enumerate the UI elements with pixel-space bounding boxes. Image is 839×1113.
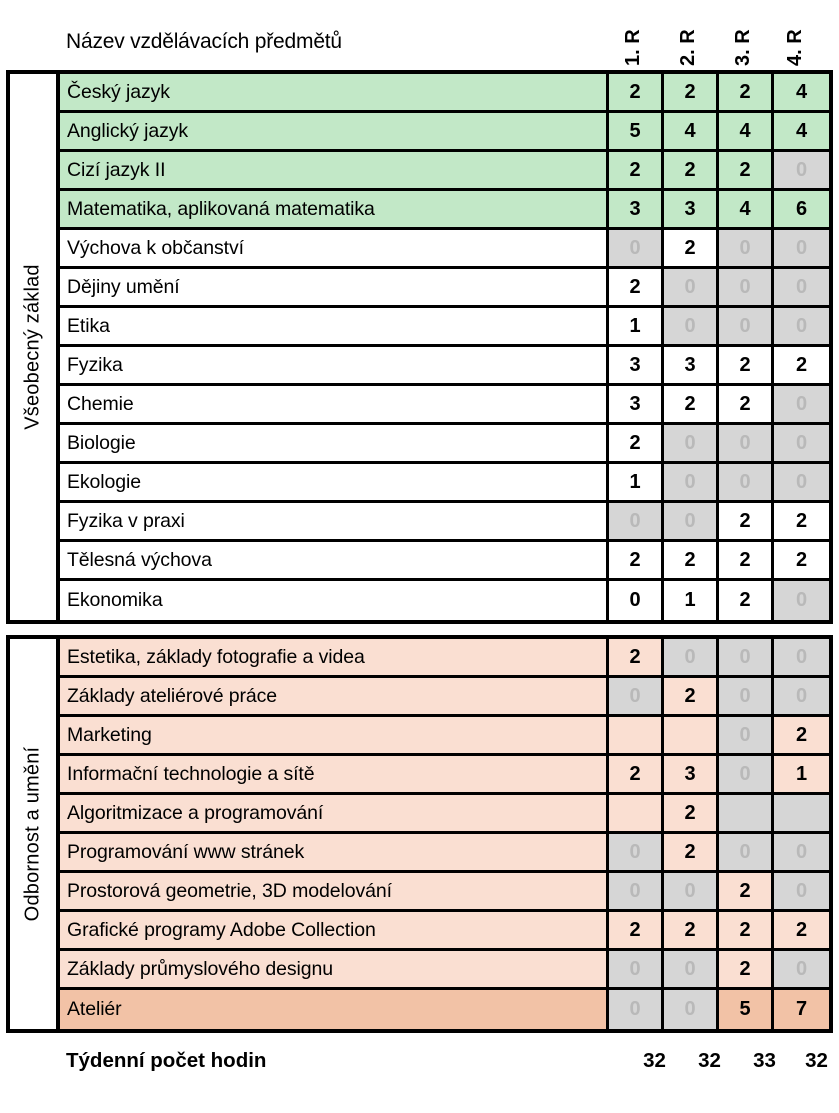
hours-cell: 2 [664, 152, 719, 188]
table-row [60, 152, 829, 191]
subject-name: Informační technologie a sítě [60, 756, 609, 792]
table-row [60, 834, 829, 873]
hours-cell: 2 [719, 347, 774, 383]
hours-cell: 2 [609, 756, 664, 792]
totals-label: Týdenní počet hodin [66, 1049, 267, 1072]
hours-cell: 0 [719, 269, 774, 305]
hours-cell: 0 [774, 834, 829, 870]
table-row [60, 873, 829, 912]
hours-cell: 4 [719, 113, 774, 149]
table-row [60, 386, 829, 425]
table-row [60, 639, 829, 678]
hours-cell: 0 [664, 873, 719, 909]
hours-cell: 0 [719, 425, 774, 461]
hours-cell: 2 [719, 386, 774, 422]
hours-cell: 4 [664, 113, 719, 149]
hours-cell: 0 [774, 230, 829, 266]
subject-name: Biologie [60, 425, 609, 461]
page-title: Název vzdělávacích předmětů [66, 30, 342, 53]
table-row [60, 425, 829, 464]
section-label-general [10, 74, 60, 620]
column-header-year-2-label: 2. R [676, 29, 699, 66]
hours-cell: 2 [664, 230, 719, 266]
hours-cell: 4 [774, 74, 829, 110]
hours-cell: 0 [609, 581, 664, 620]
hours-cell: 0 [774, 152, 829, 188]
hours-cell: 0 [774, 269, 829, 305]
hours-cell: 2 [774, 347, 829, 383]
column-header-year-2 [676, 0, 737, 68]
subject-name: Marketing [60, 717, 609, 753]
hours-cell: 3 [664, 756, 719, 792]
column-header-year-1-label: 1. R [621, 29, 644, 66]
hours-cell: 0 [664, 951, 719, 987]
table-row [60, 717, 829, 756]
hours-cell: 2 [664, 834, 719, 870]
column-header-year-1 [621, 0, 682, 68]
subject-name: Cizí jazyk II [60, 152, 609, 188]
hours-cell: 1 [774, 756, 829, 792]
hours-cell: 0 [664, 639, 719, 675]
hours-cell: 2 [719, 542, 774, 578]
hours-cell: 2 [719, 503, 774, 539]
hours-cell: 0 [719, 639, 774, 675]
table-row [60, 269, 829, 308]
hours-cell: 2 [609, 542, 664, 578]
hours-cell: 0 [664, 990, 719, 1029]
hours-cell: 2 [664, 74, 719, 110]
hours-cell: 2 [609, 74, 664, 110]
subject-name: Výchova k občanství [60, 230, 609, 266]
hours-cell: 5 [719, 990, 774, 1029]
hours-cell: 2 [774, 503, 829, 539]
section-vocational-rows [60, 639, 829, 1029]
column-header-year-3-label: 3. R [731, 29, 754, 66]
hours-cell: 2 [609, 639, 664, 675]
hours-cell: 0 [774, 873, 829, 909]
table-row [60, 347, 829, 386]
hours-cell: 0 [774, 639, 829, 675]
subject-name: Algoritmizace a programování [60, 795, 609, 831]
column-header-year-4 [783, 0, 839, 68]
hours-cell: 2 [774, 542, 829, 578]
table-row [60, 464, 829, 503]
section-vocational-arts [6, 635, 833, 1033]
subject-name: Tělesná výchova [60, 542, 609, 578]
column-header-year-4-label: 4. R [783, 29, 806, 66]
subject-name: Matematika, aplikovaná matematika [60, 191, 609, 227]
subject-name: Etika [60, 308, 609, 344]
subject-name: Ekonomika [60, 581, 609, 620]
hours-cell: 0 [609, 990, 664, 1029]
hours-cell: 2 [664, 386, 719, 422]
hours-cell: 0 [774, 678, 829, 714]
hours-cell: 2 [719, 74, 774, 110]
table-row [60, 756, 829, 795]
table-row [60, 191, 829, 230]
hours-cell: 0 [719, 308, 774, 344]
totals-year-4: 32 [805, 1049, 828, 1072]
hours-cell: 2 [719, 873, 774, 909]
hours-cell [719, 795, 774, 831]
hours-cell: 2 [664, 542, 719, 578]
subject-name: Anglický jazyk [60, 113, 609, 149]
table-row [60, 74, 829, 113]
hours-cell [609, 717, 664, 753]
table-row [60, 503, 829, 542]
subject-name: Fyzika [60, 347, 609, 383]
table-header [0, 0, 839, 68]
section-label-vocational-text: Odbornost a umění [21, 746, 44, 922]
hours-cell: 0 [719, 464, 774, 500]
hours-cell: 0 [719, 834, 774, 870]
hours-cell: 0 [609, 230, 664, 266]
hours-cell: 2 [609, 912, 664, 948]
subject-name: Ekologie [60, 464, 609, 500]
table-row [60, 990, 829, 1029]
hours-cell: 2 [719, 951, 774, 987]
hours-cell: 2 [664, 795, 719, 831]
hours-cell: 3 [664, 191, 719, 227]
table-row [60, 581, 829, 620]
hours-cell: 0 [719, 717, 774, 753]
hours-cell: 0 [664, 464, 719, 500]
hours-cell: 2 [664, 678, 719, 714]
hours-cell: 6 [774, 191, 829, 227]
hours-cell: 0 [719, 678, 774, 714]
table-row [60, 912, 829, 951]
hours-cell: 0 [664, 425, 719, 461]
section-label-general-text: Všeobecný základ [21, 264, 44, 430]
section-general-rows [60, 74, 829, 620]
subject-name: Základy ateliérové práce [60, 678, 609, 714]
subject-name: Chemie [60, 386, 609, 422]
hours-cell: 2 [719, 581, 774, 620]
hours-cell: 2 [609, 152, 664, 188]
totals-row [0, 1041, 839, 1081]
hours-cell: 4 [719, 191, 774, 227]
table-row [60, 113, 829, 152]
totals-year-1: 32 [643, 1049, 666, 1072]
hours-cell: 0 [719, 230, 774, 266]
hours-cell: 2 [774, 717, 829, 753]
subject-name: Prostorová geometrie, 3D modelování [60, 873, 609, 909]
hours-cell: 0 [609, 951, 664, 987]
table-row [60, 542, 829, 581]
hours-cell: 0 [774, 386, 829, 422]
table-row [60, 795, 829, 834]
hours-cell: 0 [609, 834, 664, 870]
table-row [60, 678, 829, 717]
hours-cell [609, 795, 664, 831]
section-general-education [6, 70, 833, 624]
hours-cell [774, 795, 829, 831]
hours-cell: 0 [719, 756, 774, 792]
subject-name: Programování www stránek [60, 834, 609, 870]
hours-cell: 0 [774, 425, 829, 461]
subject-name: Dějiny umění [60, 269, 609, 305]
hours-cell: 0 [774, 581, 829, 620]
hours-cell: 1 [609, 464, 664, 500]
hours-cell: 3 [664, 347, 719, 383]
hours-cell: 2 [664, 912, 719, 948]
totals-year-3: 33 [753, 1049, 776, 1072]
hours-cell: 2 [609, 269, 664, 305]
hours-cell: 3 [609, 191, 664, 227]
subject-name: Estetika, základy fotografie a videa [60, 639, 609, 675]
hours-cell: 4 [774, 113, 829, 149]
hours-cell: 2 [719, 912, 774, 948]
table-row [60, 230, 829, 269]
hours-cell: 2 [774, 912, 829, 948]
totals-year-2: 32 [698, 1049, 721, 1072]
subject-name: Ateliér [60, 990, 609, 1029]
section-label-vocational [10, 639, 60, 1029]
subject-name: Fyzika v praxi [60, 503, 609, 539]
table-row [60, 951, 829, 990]
subject-name: Český jazyk [60, 74, 609, 110]
hours-cell: 1 [664, 581, 719, 620]
hours-cell: 5 [609, 113, 664, 149]
hours-cell: 7 [774, 990, 829, 1029]
hours-cell: 3 [609, 347, 664, 383]
hours-cell: 0 [664, 269, 719, 305]
hours-cell: 2 [719, 152, 774, 188]
hours-cell: 3 [609, 386, 664, 422]
subject-name: Základy průmyslového designu [60, 951, 609, 987]
hours-cell: 1 [609, 308, 664, 344]
hours-cell: 0 [664, 308, 719, 344]
hours-cell [664, 717, 719, 753]
hours-cell: 2 [609, 425, 664, 461]
hours-cell: 0 [774, 308, 829, 344]
hours-cell: 0 [774, 464, 829, 500]
hours-cell: 0 [664, 503, 719, 539]
hours-cell: 0 [774, 951, 829, 987]
table-row [60, 308, 829, 347]
hours-cell: 0 [609, 503, 664, 539]
subject-name: Grafické programy Adobe Collection [60, 912, 609, 948]
hours-cell: 0 [609, 678, 664, 714]
hours-cell: 0 [609, 873, 664, 909]
